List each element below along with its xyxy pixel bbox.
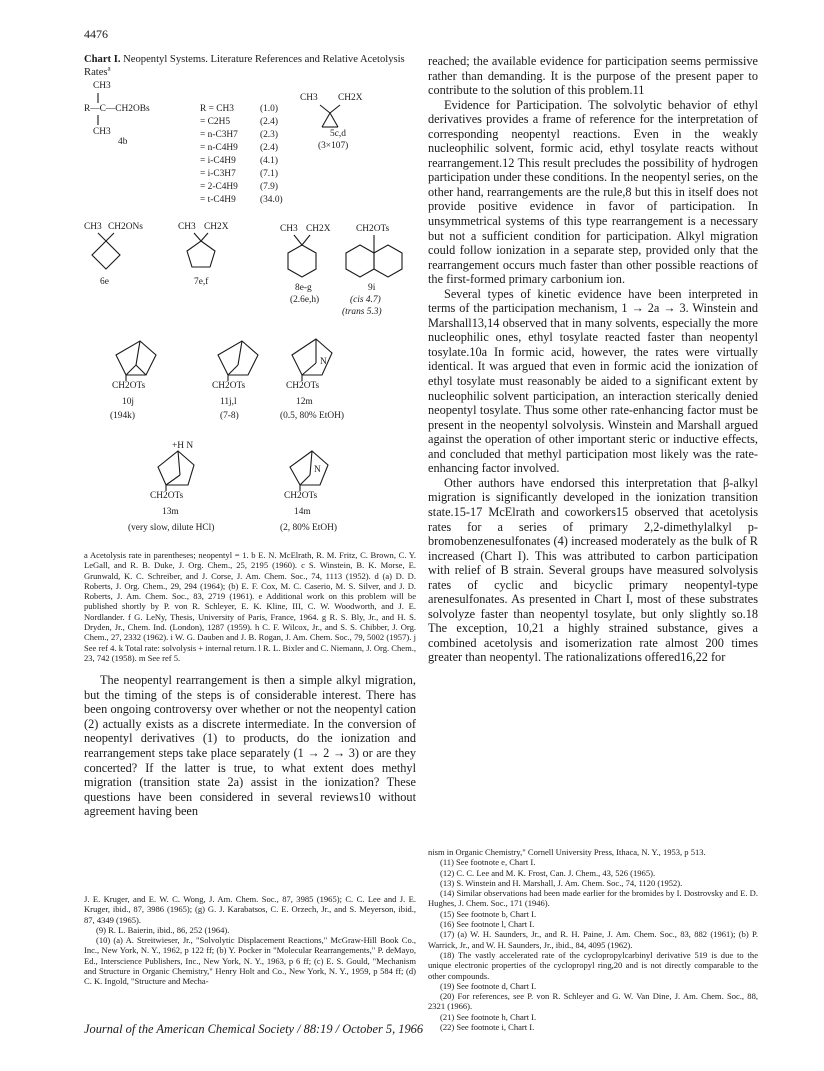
paragraph: Evidence for Participation. The solvolytic behavior of ethyl derivatives provides a frame of reference for the interpretation of corresponding neopentyl reactions. Even in the weakly nucleophilic solvent, formic acid, ethyl tosylate reacts without rearrangement.12 This result precludes the possibility of hydrogen participation under these conditions. In the neopentyl series, on the other hand, rearrangements are the rule,8 but this in itself does not provide positive evidence in favor of participation. In unsymmetrical systems of this type rearrangement is a necessary but not a sufficient condition for participation. Alkyl migration could follow ionization in a separate step, provided only that the rearrangement occurs much faster than other possible reactions of the first-formed primary carbonium ion.: [428, 97, 758, 287]
r-row: = n-C3H7 (2.3): [200, 130, 278, 140]
s5-label: 5c,d: [330, 129, 346, 139]
s13-rate: (very slow, dilute HCl): [128, 523, 215, 533]
chart-title-label: Chart I.: [84, 54, 121, 65]
s14-label: 14m: [294, 507, 311, 517]
r-row: = C2H5 (2.4): [200, 117, 278, 127]
azabicyclic-cage-13: [158, 451, 194, 491]
s9-sub: CH2OTs: [356, 224, 390, 234]
s14-rate: (2, 80% EtOH): [280, 523, 338, 533]
reference: (9) R. L. Baierin, ibid., 86, 252 (1964).: [96, 924, 230, 935]
paragraph: Other authors have endorsed this interpretation that β-alkyl migration is significantly developed in the ionization transition state.15-17 McElrath and coworkers15 observed that acetolysis rates for a series of primary 2,2-dimethylalkyl p-bromobenzenesulfonates (4) increased moderately as the bulk of R increased (Chart I). This was attributed to carbon participation with relief of B strain. Several groups have measured solvolysis rates of cyclic and bicyclic primary neopentyl-type arenesulfonates. As presented in Chart I, most of these substrates solvolyze faster than neopentyl tosylate, but only slightly so.18 The exception, 10,21 a highly strained substance, gives a combined acetolysis and isomerization rate almost 200 times greater than neopentyl. The rationalizations offered16,22 for: [428, 475, 758, 665]
decalin-rings: [346, 235, 402, 277]
reference: (12) C. C. Lee and M. K. Frost, Can. J. Chem., 43, 526 (1965).: [440, 867, 656, 878]
s10-sub: CH2OTs: [112, 381, 146, 391]
reference: (22) See footnote i, Chart I.: [440, 1022, 535, 1033]
cyclobutane-ring: [92, 233, 120, 269]
s7-sub2: CH2X: [204, 222, 229, 232]
s8-sub2: CH2X: [306, 224, 331, 234]
cyclohexane-ring: [288, 235, 316, 277]
s12-label: 12m: [296, 397, 313, 407]
s11-sub: CH2OTs: [212, 381, 246, 391]
reference: (17) (a) W. H. Saunders, Jr., and R. H. Paine, J. Am. Chem. Soc., 83, 882 (1961); (b) P. Warrick, Jr., and W. H. Saunders, Jr., ibid., 84, 4095 (1962).: [428, 929, 758, 950]
s8-rate: (2.6e,h): [290, 295, 320, 305]
left-references: [84, 894, 416, 987]
r-row: = i-C4H9 (4.1): [200, 156, 278, 166]
s5-sub2: CH2X: [338, 93, 363, 103]
s13-label: 13m: [162, 507, 179, 517]
s6-sub1: CH3: [84, 222, 102, 232]
s13-sub: CH2OTs: [150, 491, 184, 501]
paragraph: Several types of kinetic evidence have been interpreted in terms of the participation mechanism, 1 → 2a → 3. Winstein and Marshall13,14 observed that in many solvents, especially the more nucleophilic ones, ethyl tosylate reacted faster than neopentyl tosylate.10a In formic acid, however, the rates were virtually identical. It was argued that even in formic acid the ionization of ethyl tosylate must reasonably be aided to a significant extent by nucleophilic solvent participation, an interaction sterically denied neopentyl tosylate. Thus some other rate-enhancing factor must be present in the neopentyl solvolysis. Winstein and Marshall argued against the operation of other important steric or inductive effects, and concluded that methyl participation most likely was the rate-enhancing factor involved.: [428, 286, 758, 476]
left-body: [84, 673, 416, 818]
s11-rate: (7-8): [220, 411, 239, 421]
reference: (13) S. Winstein and H. Marshall, J. Am. Chem. Soc., 74, 1120 (1952).: [440, 877, 683, 888]
reference: (16) See footnote l, Chart I.: [440, 919, 535, 930]
s6-label: 6e: [100, 277, 109, 287]
s5-sub1: CH3: [300, 93, 318, 103]
chart-title-text: Neopentyl Systems. Literature References and Relative Acetolysis Rates: [84, 54, 405, 78]
journal-footer: Journal of the American Chemical Society / 88:19 / October 5, 1966: [84, 1022, 424, 1036]
s5-rate: (3×107): [318, 141, 349, 151]
chart-structures: [84, 79, 416, 564]
reference: (14) Similar observations had been made earlier for the bromides by I. Dostrovsky and E. D. Hughes, J. Chem. Soc., 171 (1946).: [428, 888, 758, 909]
s8-sub1: CH3: [280, 224, 298, 234]
s8-label: 8e-g: [295, 283, 312, 293]
s9-label: 9i: [368, 283, 376, 293]
reference: (18) The vastly accelerated rate of the cyclopropylcarbinyl derivative 519 is due to the unique electronic properties of the cyclopropyl ring,20 and is not directly comparable to the other compounds.: [428, 949, 758, 981]
s14-atom: N: [314, 465, 321, 475]
bicyclic-cage-11: [218, 341, 258, 381]
paragraph: reached; the available evidence for participation seems permissive rather than demanding. It is the purpose of the present paper to contribute to the solution of this problem.11: [428, 54, 758, 98]
cyclopentane-ring: [187, 233, 215, 267]
s7-sub1: CH3: [178, 222, 196, 232]
chart-title: Chart I. Neopentyl Systems. Literature References and Relative Acetolysis Rates$^a$: [84, 54, 405, 78]
r-row: = t-C4H9 (34.0): [200, 195, 283, 205]
r-row: = 2-C4H9 (7.9): [200, 182, 278, 192]
chart-footnotes: a Acetolysis rate in parentheses; neopentyl = 1. b E. N. McElrath, R. M. Fritz, C. Brown, C. Y. LeGall, and R. B. Duke, J. Org. Chem., 25, 2195 (1960). c S. Winstein, B. K. Morse, E. Grunwald, K. C. Schreiber, and J. Corse, J. Am. Chem. Soc., 74, 1113 (1952). d (a) D. D. Roberts, J. Org. Chem., 29, 294 (1964); (b) E. F. Cox, M. C. Caserio, M. S. Silver, and J. D. Roberts, J. Am. Chem. Soc., 83, 2719 (1961). e Additional work on this problem will be published shortly by P. von R. Schleyer, E. K. Kline, III, C. W. Woodworth, and J. E. Nordlander. f G. LeNy, Thesis, University of Paris, France, 1964. g R. S. Bly, Jr., and H. S. Dryden, Jr., Chem. Ind. (London), 1287 (1959). h C. F. Wilcox, Jr., and S. S. Chibber, J. Org. Chem., 27, 2332 (1962). i W. G. Dauben and J. B. Rogan, J. Am. Chem. Soc., 79, 5002 (1957). j See ref 4. k Total rate: solvolysis + internal return. l R. L. Bixler and C. Niemann, J. Org. Chem., 23, 742 (1958). m See ref 5.: [84, 550, 416, 663]
reference: (11) See footnote e, Chart I.: [440, 857, 536, 868]
s10-label: 10j: [122, 397, 134, 407]
cyclopropane-ring: [320, 105, 340, 127]
r-row: = i-C3H7 (7.1): [200, 169, 278, 179]
azabicyclic-cage-14: [290, 451, 328, 491]
s12-sub: CH2OTs: [286, 381, 320, 391]
page-number: 4476: [84, 27, 108, 41]
bicyclic-cage-10: [116, 341, 156, 381]
paragraph: The neopentyl rearrangement is then a simple alkyl migration, but the timing of the steps is of considerable interest. There has been ongoing controversy over whether or not the neopentyl cation (2) actually exists as a discrete intermediate. In the conversion of neopentyl derivatives (1) to products, do the ionization and rearrangement steps take place separately (1 → 2 → 3) or are they concerted? If the latter is true, to what extent does methyl migration (transition state 2a) assist in the ionization? These questions have been considered in several reviews10 without agreement having been: [84, 673, 416, 819]
right-column: [428, 54, 758, 665]
s12-rate: (0.5, 80% EtOH): [280, 411, 345, 421]
left-column: [84, 54, 416, 819]
s13-atom: +H N: [172, 441, 194, 451]
s4-ch3-bottom: CH3: [93, 127, 111, 137]
reference: (20) For references, see P. von R. Schleyer and G. W. Van Dine, J. Am. Chem. Soc., 88, 2321 (1966).: [428, 991, 758, 1012]
reference: J. E. Kruger, and E. W. C. Wong, J. Am. Chem. Soc., 87, 3985 (1965); C. C. Lee and J. E. Kruger, ibid., 87, 3986 (1965); (g) G. J. Karabatsos, C. E. Orzech, Jr., and S. Meyerson, ibid., 87, 4349 (1965).: [84, 894, 416, 925]
reference: (21) See footnote h, Chart I.: [440, 1011, 537, 1022]
r-row: R = CH3 (1.0): [200, 104, 278, 114]
s9-rate-cis: (cis 4.7): [350, 295, 381, 305]
right-references: [428, 847, 758, 1032]
s12-atom: N: [320, 357, 327, 367]
reference: nism in Organic Chemistry," Cornell University Press, Ithaca, N. Y., 1953, p 513.: [428, 847, 706, 857]
s7-label: 7e,f: [194, 277, 209, 287]
s4-formula: R—C—CH2OBs: [84, 104, 150, 114]
r-row: = n-C4H9 (2.4): [200, 143, 278, 153]
s6-sub2: CH2ONs: [108, 222, 143, 232]
s11-label: 11j,l: [220, 397, 237, 407]
s14-sub: CH2OTs: [284, 491, 318, 501]
reference: (15) See footnote b, Chart I.: [440, 908, 537, 919]
s4-label: 4b: [118, 137, 128, 147]
r-value-list: [200, 104, 283, 206]
right-body: [428, 54, 758, 665]
reference: (19) See footnote d, Chart I.: [440, 980, 537, 991]
s4-ch3-top: CH3: [93, 81, 111, 91]
s9-rate-trans: (trans 5.3): [342, 307, 382, 317]
reference: (10) (a) A. Streitwieser, Jr., "Solvolytic Displacement Reactions," McGraw-Hill Book Co., Inc., New York, N. Y., 1962, p 122 ff; (b) Y. Pocker in "Molecular Rearrangements," P. deMayo, Ed., Interscience Publishers, Inc., New York, N. Y., 1963, p 6 ff; (c) E. S. Gould, "Mechanism and Structure in Organic Chemistry," Henry Holt and Co., New York, N. Y., 1959, p 584 ff; (d) C. K. Ingold, "Structure and Mecha-: [84, 935, 416, 987]
s10-rate: (194k): [110, 411, 135, 421]
